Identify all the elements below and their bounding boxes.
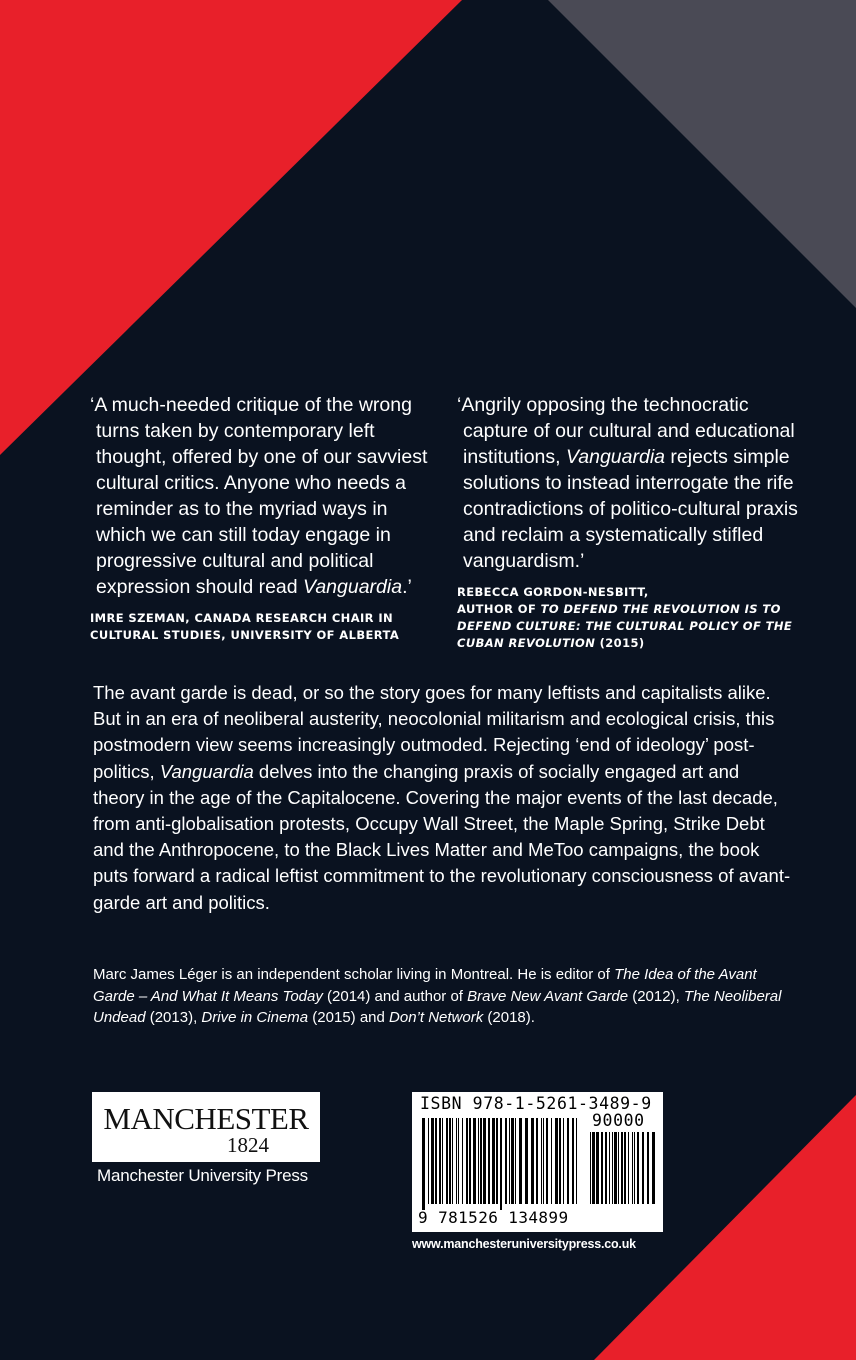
logo-wordmark: MANCHESTER bbox=[103, 1101, 309, 1136]
barcode-bar bbox=[480, 1118, 482, 1204]
ean-digits: 9 781526 134899 bbox=[418, 1208, 569, 1227]
barcode-bar bbox=[478, 1118, 479, 1204]
barcode-bar bbox=[456, 1118, 457, 1204]
barcode-bar bbox=[601, 1132, 603, 1204]
barcode-bar bbox=[592, 1132, 595, 1204]
barcode-bar bbox=[632, 1132, 633, 1204]
barcode-bar bbox=[572, 1118, 574, 1204]
barcode-bar bbox=[596, 1132, 599, 1204]
publisher-logo bbox=[92, 1092, 320, 1162]
barcode-bar bbox=[590, 1132, 591, 1204]
publisher-url: www.manchesteruniversitypress.co.uk bbox=[412, 1237, 636, 1251]
endorsement-right bbox=[457, 392, 807, 652]
price-code: 90000 bbox=[592, 1111, 645, 1130]
endorsement-right-attribution: REBECCA GORDON-NESBITT, AUTHOR OF TO DEFEND THE REVOLUTION IS TO DEFEND CULTURE: THE CULTURAL POLICY OF THE CUBAN REVOLUTION (2015) bbox=[457, 585, 793, 650]
barcode-bar bbox=[634, 1132, 635, 1204]
barcode-bar bbox=[428, 1118, 429, 1204]
endorsement-left-text: ‘A much-needed critique of the wrong turns taken by contemporary left thought, offered by one of our savviest cultural critics. Anyone who needs a reminder as to the myriad ways in which we can still today engage in progressive cultural and political expression should read Vanguardia.’ bbox=[90, 394, 428, 598]
book-description: The avant garde is dead, or so the story goes for many leftists and capitalists alike. But in an era of neoliberal austerity, neocolonial militarism and ecological crisis, this postmodern view seems increasingly outmoded. Rejecting ‘end of ideology’ post-politics, Vanguardia delves into the changing praxis of socially engaged art and theory in the age of the Capitalocene. Covering the major events of the last decade, from anti-globalisation protests, Occupy Wall Street, the Maple Spring, Strike Debt and the Anthropocene, to the Black Lives Matter and MeToo campaigns, the book puts forward a radical leftist commitment to the revolutionary consciousness of avant-garde art and politics. bbox=[93, 682, 791, 913]
isbn-label: ISBN 978-1-5261-3489-9 bbox=[420, 1094, 652, 1113]
endorsement-right-text: ‘Angrily opposing the technocratic capture of our cultural and educational institutions, Vanguardia rejects simple solutions to instead interrogate the rife contradictions of politico-cultural praxis and reclaim a systematically stifled vanguardism.’ bbox=[457, 394, 798, 572]
logo-year: 1824 bbox=[227, 1133, 269, 1157]
barcode-bar bbox=[541, 1118, 542, 1204]
barcode-bar bbox=[488, 1118, 490, 1204]
barcode-bar bbox=[605, 1132, 607, 1204]
barcode-bar bbox=[555, 1118, 558, 1204]
barcode-bar bbox=[458, 1118, 459, 1204]
author-bio: Marc James Léger is an independent scholar living in Montreal. He is editor of The Idea of the Avant Garde – And What It Means Today (2014) and author of Brave New Avant Garde (2012), The Neoliberal Undead (2013), Drive in Cinema (2015) and Don’t Network (2018). bbox=[93, 966, 782, 1026]
barcode-bar bbox=[647, 1132, 649, 1204]
endorsement-left bbox=[90, 392, 440, 644]
barcode-bar bbox=[652, 1132, 655, 1204]
barcode-bar bbox=[466, 1118, 468, 1204]
barcode-bar bbox=[509, 1118, 510, 1204]
barcode-bar bbox=[551, 1118, 552, 1204]
barcode-bar bbox=[483, 1118, 486, 1204]
barcode-bar bbox=[492, 1118, 495, 1204]
barcode-bar bbox=[422, 1118, 425, 1210]
barcode-bar bbox=[439, 1118, 441, 1204]
barcode-bar bbox=[496, 1118, 498, 1204]
barcode-bar bbox=[531, 1118, 534, 1204]
barcode-bar bbox=[563, 1118, 564, 1204]
endorsement-left-attribution: IMRE SZEMAN, CANADA RESEARCH CHAIR IN CULTURAL STUDIES, UNIVERSITY OF ALBERTA bbox=[90, 611, 400, 642]
barcode-bar bbox=[473, 1118, 476, 1204]
barcode-bar bbox=[500, 1118, 502, 1210]
barcode-bar bbox=[609, 1132, 610, 1204]
addon-barcode-bars bbox=[590, 1132, 656, 1210]
barcode-bar bbox=[446, 1118, 448, 1204]
barcode-bar bbox=[576, 1118, 577, 1204]
barcode-bar bbox=[505, 1118, 507, 1204]
barcode-bar bbox=[449, 1118, 451, 1204]
barcode-bar bbox=[515, 1118, 516, 1204]
barcode-bar bbox=[543, 1118, 544, 1204]
barcode-bar bbox=[431, 1118, 434, 1204]
barcode-bar bbox=[628, 1132, 629, 1204]
barcode-bar bbox=[462, 1118, 463, 1204]
barcode-bar bbox=[618, 1132, 619, 1204]
barcode-bar bbox=[525, 1118, 528, 1204]
barcode-bar bbox=[519, 1118, 522, 1204]
red-triangle-top-left bbox=[0, 0, 462, 455]
barcode-bars bbox=[422, 1118, 582, 1210]
barcode-bar bbox=[567, 1118, 569, 1204]
barcode-bar bbox=[452, 1118, 453, 1204]
barcode-bar bbox=[469, 1118, 471, 1204]
barcode-bar bbox=[536, 1118, 538, 1204]
barcode-bar bbox=[612, 1132, 613, 1204]
barcode-bar bbox=[642, 1132, 644, 1204]
barcode-bar bbox=[559, 1118, 561, 1204]
barcode-bar bbox=[511, 1118, 514, 1204]
publisher-name: Manchester University Press bbox=[97, 1166, 308, 1185]
barcode-bar bbox=[435, 1118, 437, 1204]
gray-triangle-top-right bbox=[548, 0, 856, 308]
barcode-bar bbox=[637, 1132, 639, 1204]
barcode-bar bbox=[442, 1118, 443, 1204]
barcode-bar bbox=[546, 1118, 548, 1204]
barcode-bar bbox=[621, 1132, 623, 1204]
isbn-barcode bbox=[412, 1092, 663, 1232]
barcode-bar bbox=[624, 1132, 626, 1204]
barcode-bar bbox=[614, 1132, 617, 1204]
